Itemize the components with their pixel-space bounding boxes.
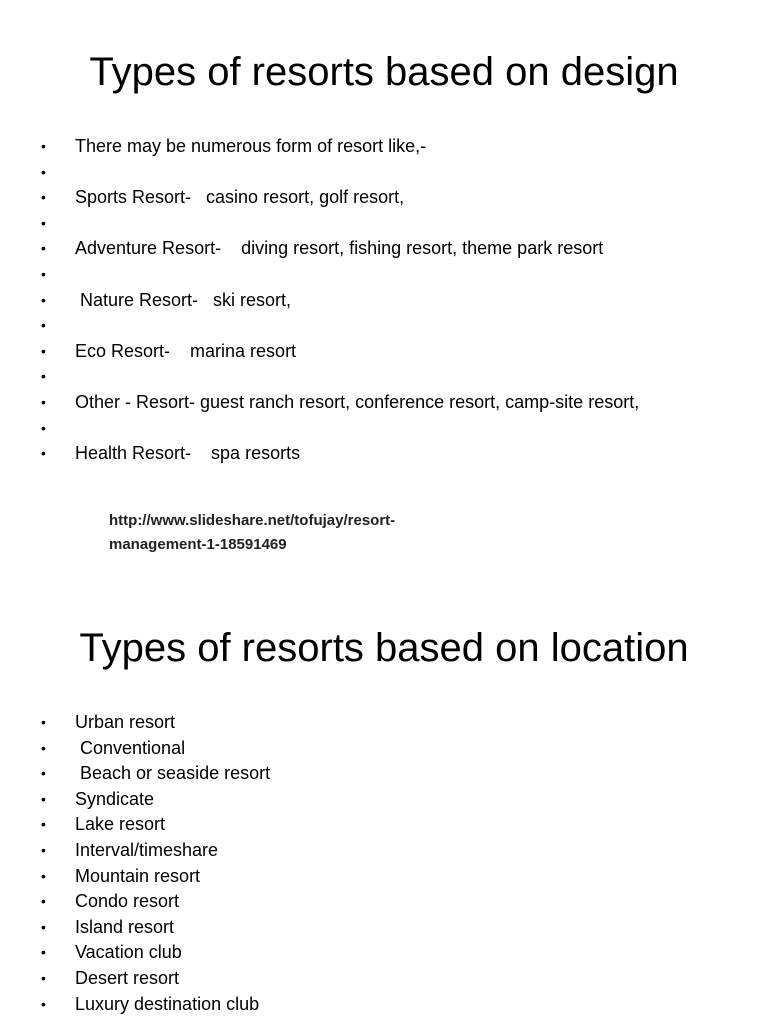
bullet-icon: • [41, 445, 46, 462]
list-item-text: Syndicate [75, 788, 155, 809]
list-item [0, 288, 639, 314]
bullet-icon: • [41, 163, 46, 180]
list-item-text: Interval/timeshare [75, 839, 219, 860]
bullet-icon: • [41, 765, 46, 782]
list-item-text: There may be numerous form of resort like,- [75, 136, 427, 156]
list-item [0, 838, 270, 864]
list-item [0, 390, 639, 416]
list-item-text: Health Resort- spa resorts [75, 443, 301, 464]
list-item [0, 339, 639, 365]
list-item [0, 134, 639, 160]
list-item-text: Beach or seaside resort [75, 763, 271, 784]
bullet-icon: • [41, 368, 46, 385]
bullet-icon: • [41, 867, 46, 884]
bullet-icon: • [41, 214, 46, 231]
bullet-icon: • [41, 944, 46, 961]
bullet-icon: • [41, 995, 46, 1012]
list-item-text: Adventure Resort- diving resort, fishing resort, theme park resort [75, 238, 604, 259]
list-item [0, 364, 639, 390]
list-item-text: Mountain resort [75, 865, 201, 886]
list-item [0, 992, 270, 1018]
bullet-icon: • [41, 189, 46, 206]
location-bullet-list [0, 710, 270, 1017]
list-item [0, 864, 270, 890]
bullet-icon: • [41, 138, 46, 154]
list-item [0, 262, 639, 288]
list-item [0, 889, 270, 915]
list-item [0, 211, 639, 237]
list-item [0, 416, 639, 442]
list-item-text: Eco Resort- marina resort [75, 340, 297, 361]
list-item-text: Conventional [75, 737, 186, 758]
list-item-text: Luxury destination club [75, 993, 260, 1014]
list-item-text: Condo resort [75, 891, 180, 912]
bullet-icon: • [41, 816, 46, 833]
list-item-text: Nature Resort- ski resort, [75, 289, 292, 310]
bullet-icon: • [41, 317, 46, 334]
list-item-text: Urban resort [75, 712, 176, 732]
design-bullet-list [0, 134, 639, 467]
list-item [0, 313, 639, 339]
bullet-icon: • [41, 342, 46, 359]
list-item-text: Desert resort [75, 967, 180, 988]
list-item [0, 812, 270, 838]
bullet-icon: • [41, 265, 46, 282]
bullet-icon: • [41, 969, 46, 986]
list-item-text: Sports Resort- casino resort, golf resort, [75, 187, 405, 208]
list-item [0, 736, 270, 762]
slide-title-location: Types of resorts based on location [79, 626, 689, 670]
list-item [0, 185, 639, 211]
bullet-icon: • [41, 841, 46, 858]
list-item [0, 160, 639, 186]
bullet-icon: • [41, 893, 46, 910]
list-item [0, 915, 270, 941]
bullet-icon: • [41, 291, 46, 308]
bullet-icon: • [41, 918, 46, 935]
list-item-text: Other - Resort- guest ranch resort, conference resort, camp-site resort, [75, 391, 640, 412]
bullet-icon: • [41, 240, 46, 257]
list-item-text: Island resort [75, 916, 175, 937]
bullet-icon: • [41, 393, 46, 410]
bullet-icon: • [41, 739, 46, 756]
bullet-icon: • [41, 419, 46, 436]
slide-title-design: Types of resorts based on design [89, 50, 679, 94]
list-item-text: Lake resort [75, 814, 166, 835]
source-link-line-2: management-1-18591469 [109, 536, 287, 553]
source-link[interactable] [109, 509, 529, 557]
source-link-line-1: http://www.slideshare.net/tofujay/resort- [109, 512, 396, 529]
list-item [0, 787, 270, 813]
list-item [0, 966, 270, 992]
list-item-text: Vacation club [75, 942, 182, 963]
bullet-icon: • [41, 790, 46, 807]
list-item [0, 940, 270, 966]
list-item [0, 761, 270, 787]
list-item [0, 710, 270, 736]
list-item [0, 441, 639, 467]
list-item [0, 236, 639, 262]
bullet-icon: • [41, 714, 46, 730]
